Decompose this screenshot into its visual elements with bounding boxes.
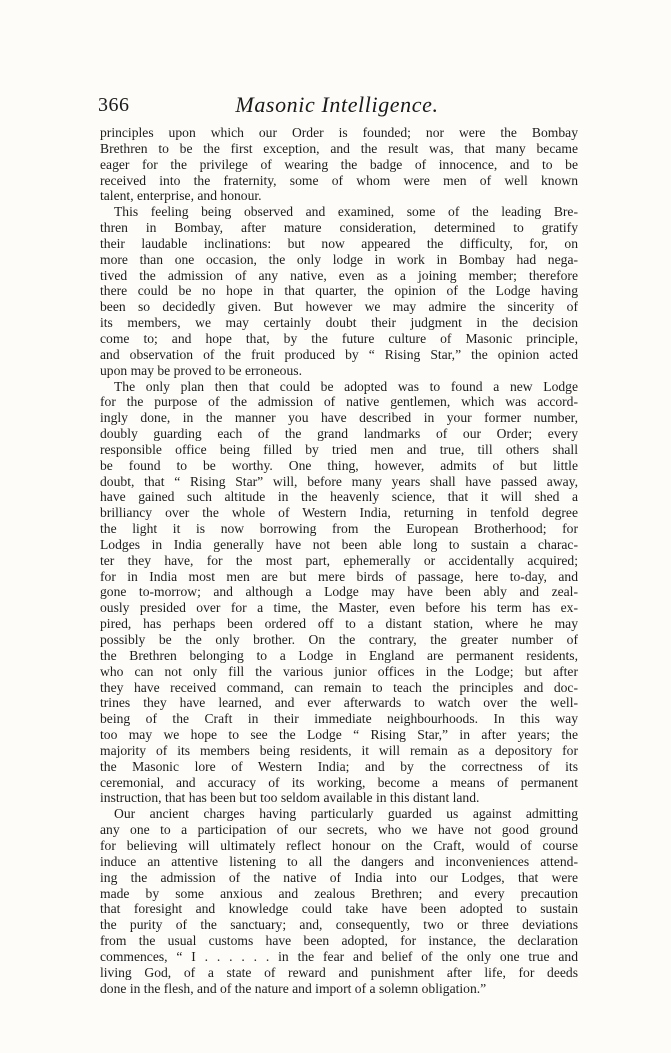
text-line: the Masonic lore of Western India; and by the correctness of its [100, 758, 578, 774]
text-line: principles upon which our Order is founded; nor were the Bombay [100, 125, 578, 140]
text-line: gone to-morrow; and although a Lodge may have been ably and zeal- [100, 584, 578, 600]
text-line: talent, enterprise, and honour. [100, 188, 262, 204]
text-line: for the purpose of the admission of native gentlemen, which was accord- [100, 394, 578, 410]
text-line: This feeling being observed and examined, some of the leading Bre- [114, 204, 578, 220]
text-line: done in the flesh, and of the nature and import of a solemn obligation.” [100, 980, 487, 996]
text-line: been so decidedly given. But however we may admire the sincerity of [100, 299, 578, 315]
text-line: the light it is now borrowing from the European Brotherhood; for [100, 521, 578, 537]
text-line: the purity of the sanctuary; and, consequently, two or three deviations [100, 917, 578, 933]
text-line: made by some anxious and zealous Brethren; and every precaution [100, 885, 578, 901]
text-line: thren in Bombay, after mature consideration, determined to gratify [100, 220, 578, 236]
text-line: upon may be proved to be erroneous. [100, 362, 302, 378]
text-line: commences, “ I . . . . . . in the fear and belief of the only one true and [100, 948, 578, 964]
text-line: for in India most men are but mere birds of passage, here to-day, and [100, 568, 578, 584]
text-line: being of the Craft in their immediate neighbourhoods. In this way [100, 711, 578, 727]
text-line: they have received command, can remain to teach the principles and doc- [100, 679, 578, 695]
text-line: ter they have, for the most part, ephemerally or accidentally acquired; [100, 552, 578, 568]
text-line: who can not only fill the various junior offices in the Lodge; but after [100, 663, 578, 679]
text-line: Brethren to be the first exception, and the result was, that many became [100, 140, 578, 156]
text-line: The only plan then that could be adopted was to found a new Lodge [114, 378, 578, 394]
text-line: instruction, that has been but too seldom available in this distant land. [100, 790, 480, 806]
page-number: 366 [98, 94, 130, 116]
text-line: Lodges in India generally have not been able long to sustain a charac- [100, 536, 578, 552]
paragraph [100, 379, 578, 807]
text-line: the Brethren belonging to a Lodge in England are permanent residents, [100, 647, 578, 663]
text-line: brilliancy over the whole of Western India, returning in tenfold degree [100, 505, 578, 521]
text-line: its members, we may certainly doubt their judgment in the decision [100, 315, 578, 331]
text-line: eager for the privilege of wearing the badge of innocence, and to be [100, 156, 578, 172]
text-line: ceremonial, and accuracy of its working, become a means of permanent [100, 774, 578, 790]
text-line: that foresight and knowledge could take have been adopted to sustain [100, 901, 578, 917]
paragraph [100, 125, 578, 204]
text-line: their laudable inclinations: but now appeared the difficulty, for, on [100, 235, 578, 251]
text-line: living God, of a state of reward and punishment after life, for deeds [100, 964, 578, 980]
text-line: more than one occasion, the only lodge in work in Bombay had nega- [100, 251, 578, 267]
body-text [100, 125, 578, 996]
text-line: doubt, that “ Rising Star” will, before many years shall have passed away, [100, 473, 578, 489]
text-line: trines they have learned, and ever afterwards to watch over the well- [100, 695, 578, 711]
text-line: any one to a participation of our secrets, who we have not good ground [100, 822, 578, 838]
text-line: tived the admission of any native, even as a joining member; therefore [100, 267, 578, 283]
text-line: have gained such altitude in the heavenly science, that it will shed a [100, 489, 578, 505]
text-line: and observation of the fruit produced by “ Rising Star,” the opinion acted [100, 346, 578, 362]
text-line: too may we hope to see the Lodge “ Rising Star,” in after years; the [100, 727, 578, 743]
text-line: responsible office being filled by tried men and true, till others shall [100, 441, 578, 457]
text-line: possibly be the only brother. On the contrary, the greater number of [100, 632, 578, 647]
running-title: Masonic Intelligence. [235, 92, 439, 117]
text-line: ingly done, in the manner you have described in your former number, [100, 410, 578, 426]
paragraph [100, 204, 578, 378]
text-line: doubly guarding each of the grand landmarks of our Order; every [100, 426, 578, 442]
text-line: from the usual customs have been adopted, for instance, the declaration [100, 933, 578, 949]
text-line: majority of its members being residents, it will remain as a depository for [100, 742, 578, 758]
text-line: for believing will ultimately reflect honour on the Craft, would of course [100, 837, 578, 853]
page-header [98, 92, 576, 122]
text-line: come to; and hope that, by the future culture of Masonic principle, [100, 330, 578, 346]
text-line: received into the fraternity, some of whom were men of well known [100, 172, 578, 188]
text-line: induce an attentive listening to all the dangers and inconveniences attend- [100, 853, 578, 869]
text-line: there could be no hope in that quarter, the opinion of the Lodge having [100, 283, 578, 299]
text-line: pired, has perhaps been ordered off to a distant station, where he may [100, 616, 578, 632]
text-line: ously presided over for a time, the Master, even before his term has ex- [100, 600, 578, 616]
text-line: Our ancient charges having particularly guarded us against admitting [114, 806, 578, 822]
text-line: be found to be worthy. One thing, however, admits of but little [100, 457, 578, 473]
paragraph [100, 806, 578, 996]
text-line: ing the admission of the native of India into our Lodges, that were [100, 869, 578, 885]
